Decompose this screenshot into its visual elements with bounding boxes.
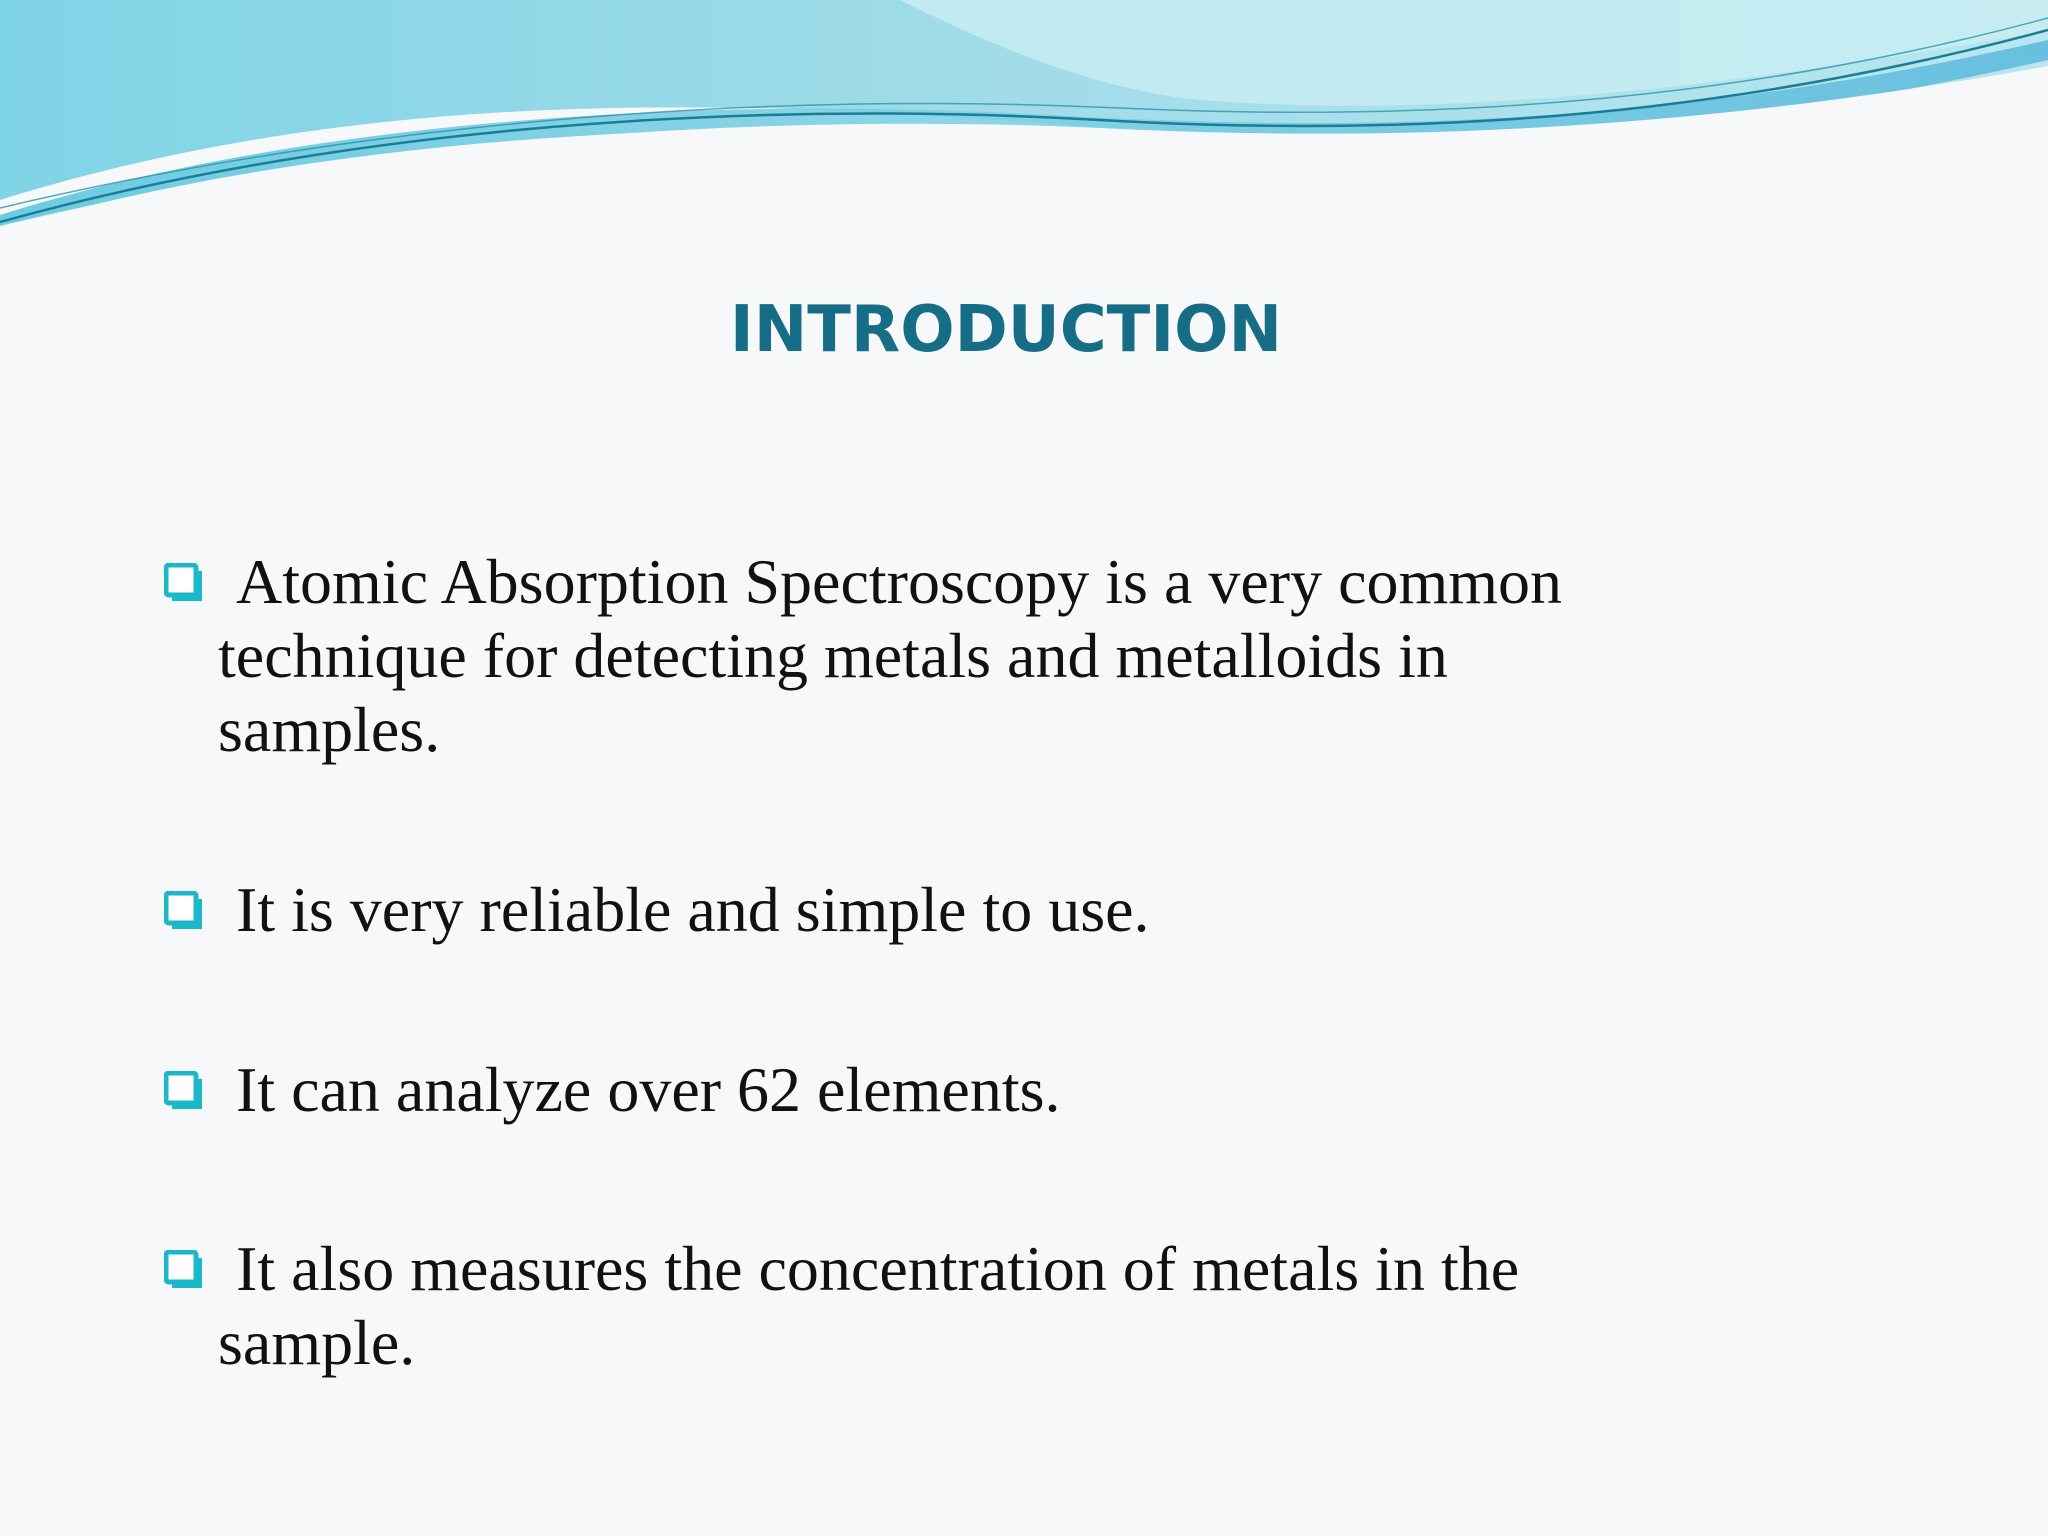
slide-title: INTRODUCTION	[729, 293, 1283, 367]
hollow-square-bullet-icon	[164, 563, 204, 603]
bullet-text	[218, 1232, 1920, 1380]
hollow-square-bullet-icon	[164, 1071, 204, 1111]
hollow-square-bullet-icon	[164, 1250, 204, 1290]
bullet-item	[160, 1053, 1920, 1127]
bullet-line: It also measures the concentration of metals in the	[236, 1233, 1520, 1304]
bullet-item	[160, 545, 1920, 767]
bullet-item	[160, 1232, 1920, 1380]
bullet-text	[218, 545, 1920, 767]
bullet-line: It can analyze over 62 elements.	[236, 1054, 1061, 1125]
bullet-continuation: technique for detecting metals and metalloids in samples.	[218, 620, 1448, 765]
bullet-line: It is very reliable and simple to use.	[236, 874, 1150, 945]
bullet-text	[218, 1053, 1920, 1127]
bullet-line: Atomic Absorption Spectroscopy is a very common	[236, 546, 1563, 617]
hollow-square-bullet-icon	[164, 891, 204, 931]
bullet-text	[218, 873, 1920, 947]
bullet-item	[160, 873, 1920, 947]
bullet-continuation: sample.	[218, 1307, 416, 1378]
